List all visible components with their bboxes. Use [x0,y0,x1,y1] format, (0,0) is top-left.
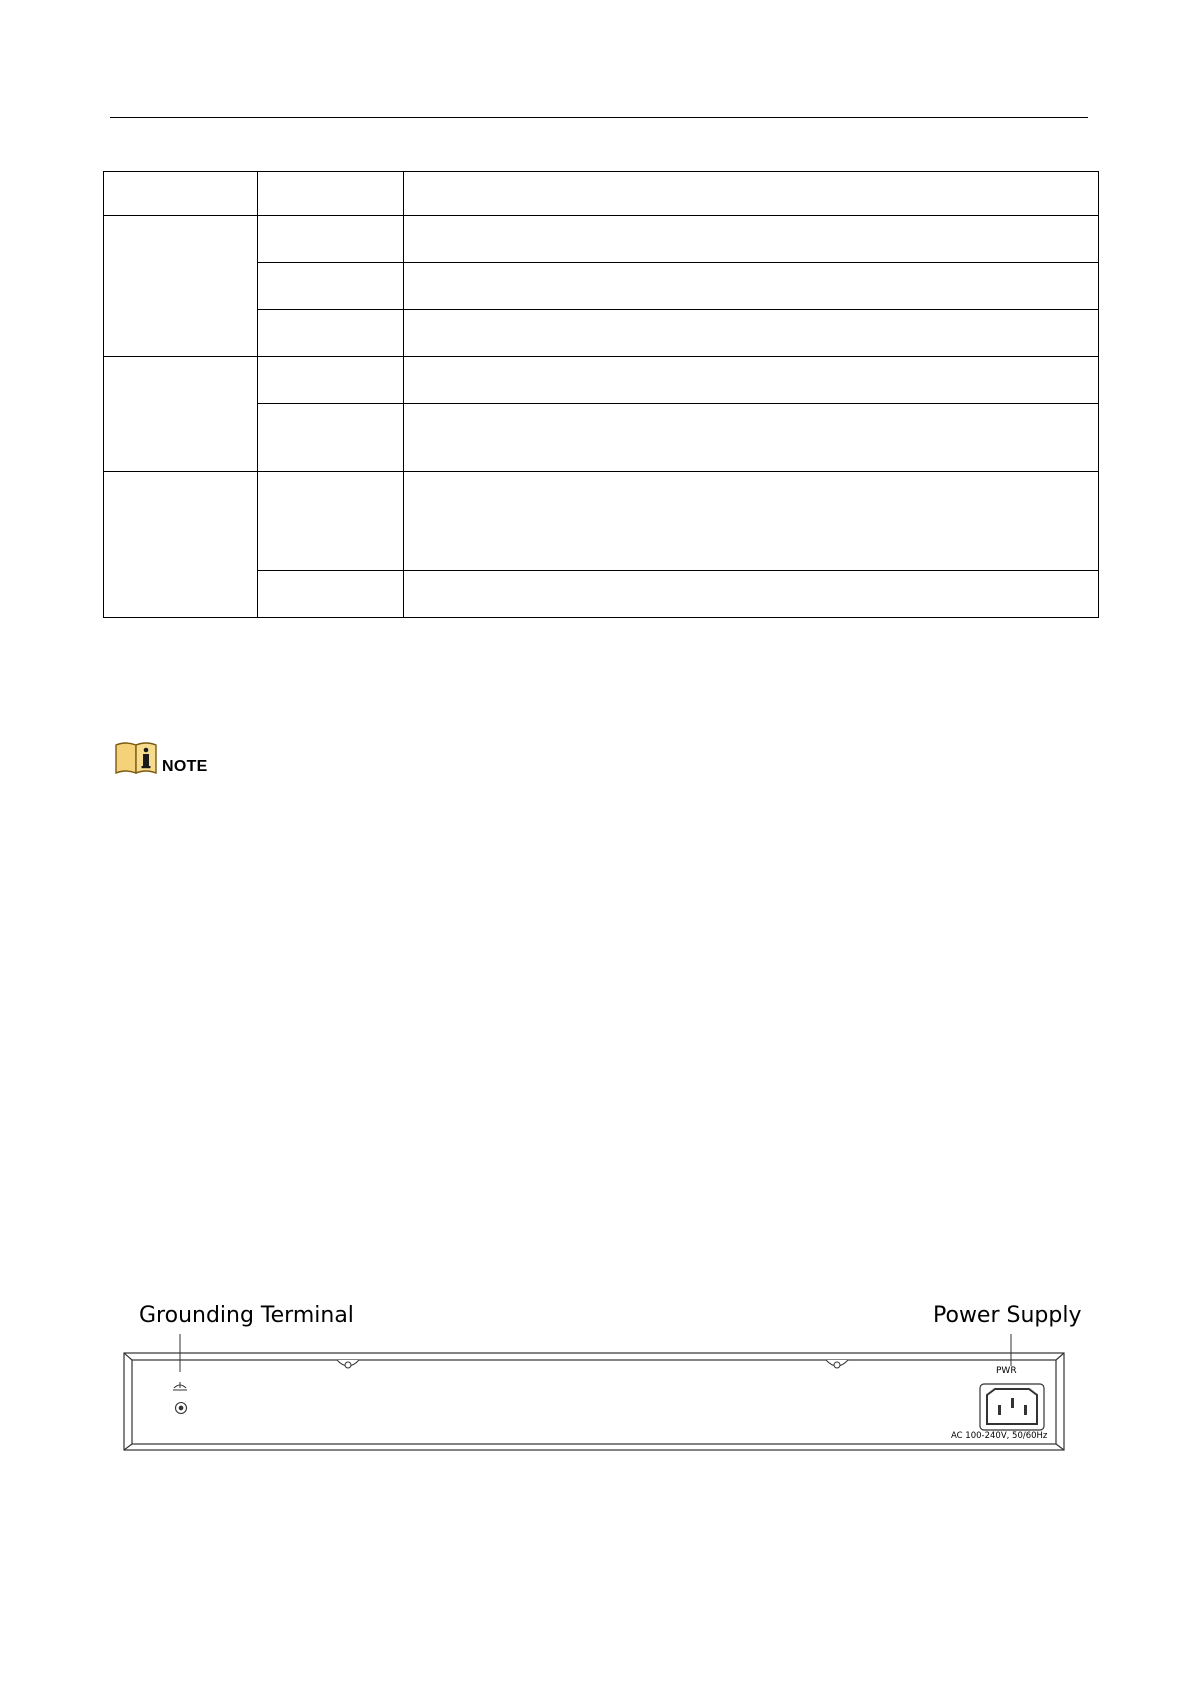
table-row [104,357,1099,404]
table-cell [258,263,404,310]
power-socket-icon [980,1384,1044,1430]
table-cell [404,404,1099,472]
led-description-table [103,171,1099,618]
grounding-terminal-icon [176,1403,187,1414]
header-rule [110,117,1088,118]
table-header-row [104,172,1099,216]
table-cell [104,172,258,216]
power-supply-callout: Power Supply [933,1303,1082,1328]
table-cell [258,404,404,472]
note-heading [114,740,208,776]
table-row [104,216,1099,263]
table-cell [104,472,258,618]
table-cell [404,472,1099,571]
ac-rating-label: AC 100-240V, 50/60Hz [951,1431,1048,1441]
info-book-icon [114,740,160,776]
table-cell [258,357,404,404]
table-cell [404,216,1099,263]
mounting-tab [826,1360,848,1368]
pwr-label: PWR [996,1366,1017,1376]
table-cell [258,216,404,263]
ground-symbol-icon [173,1382,187,1390]
table-cell [258,310,404,357]
table-cell [404,263,1099,310]
table-cell [404,357,1099,404]
table-cell [104,216,258,357]
table-cell [258,571,404,618]
mounting-tab [337,1360,359,1368]
note-label: NOTE [162,758,208,775]
table-row [104,472,1099,571]
table-cell [404,310,1099,357]
table-cell [404,571,1099,618]
table-cell [258,172,404,216]
table-cell [404,172,1099,216]
table-cell [258,472,404,571]
chassis-outline [124,1353,1064,1450]
table-cell [104,357,258,472]
grounding-terminal-callout: Grounding Terminal [139,1303,354,1328]
